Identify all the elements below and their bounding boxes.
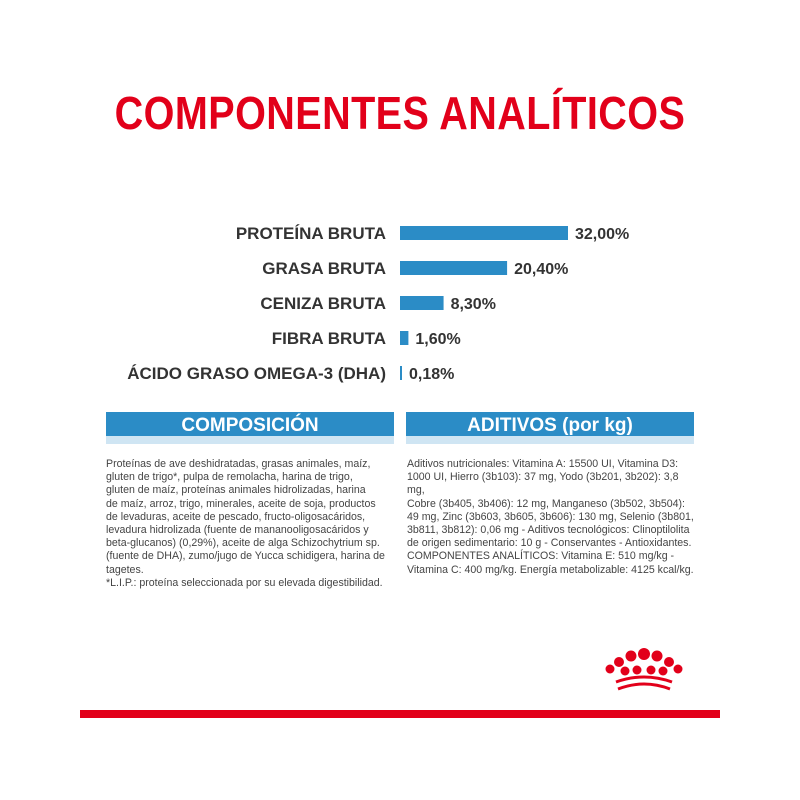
bar — [400, 366, 402, 380]
aditivos-text: Aditivos nutricionales: Vitamina A: 15500 UI, Vitamina D3: 1000 UI, Hierro (3b103): 37 mg, Yodo (3b201, 3b202): 3,8 mg, Cobre (3b405, 3b406): 12 mg, Manganeso (3b502, 3b504): 49 mg, Zinc (3b603, 3b605, 3b606): 130 mg, Selenio (3b801, 3b811, 3b812): 0,06 mg - Aditivos tecnológicos: Clinoptilolita de origen sedimentario: 10 g - Conservantes - Antioxidantes. COMPONENTES ANALÍTICOS: Vitamina E: 510 mg/kg - Vitamina C: 400 mg/kg. Energía metabolizable: 4125 kcal/kg. — [407, 458, 694, 576]
page-title: COMPONENTES ANALÍTICOS — [114, 87, 686, 139]
category-label: ÁCIDO GRASO OMEGA-3 (DHA) — [127, 364, 386, 383]
value-label: 8,30% — [450, 296, 496, 313]
composicion-heading: COMPOSICIÓN — [181, 415, 319, 436]
bottom-divider — [80, 710, 720, 718]
category-label: PROTEÍNA BRUTA — [235, 224, 386, 243]
value-label: 0,18% — [409, 366, 455, 383]
bar — [400, 261, 507, 275]
aditivos-heading: ADITIVOS (por kg) — [467, 415, 633, 436]
bar — [400, 296, 444, 310]
value-label: 1,60% — [415, 331, 461, 348]
composicion-header — [106, 412, 394, 444]
royal-canin-crown-icon — [604, 646, 684, 696]
value-label: 20,40% — [514, 261, 569, 278]
category-label: GRASA BRUTA — [262, 259, 386, 278]
bar — [400, 331, 408, 345]
category-label: CENIZA BRUTA — [260, 294, 386, 313]
aditivos-header — [406, 412, 694, 444]
category-label: FIBRA BRUTA — [271, 329, 386, 348]
value-label: 32,00% — [575, 226, 630, 243]
composicion-text: Proteínas de ave deshidratadas, grasas animales, maíz, gluten de trigo*, pulpa de remolacha, harina de trigo, gluten de maíz, proteínas animales hidrolizadas, harina de maíz, arroz, trigo, minerales, aceite de soja, productos de levaduras, aceite de pescado, fructo-oligosacáridos, levadura hidrolizada (fuente de mananooligosacáridos y beta-glucanos) (0,29%), aceite de alga Schizochytrium sp. (fuente de DHA), zumo/jugo de Yucca schidigera, harina de tagetes. *L.I.P.: proteína seleccionada por su elevada digestibilidad. — [106, 458, 385, 589]
analytical-components-chart — [0, 210, 800, 400]
bar — [400, 226, 568, 240]
